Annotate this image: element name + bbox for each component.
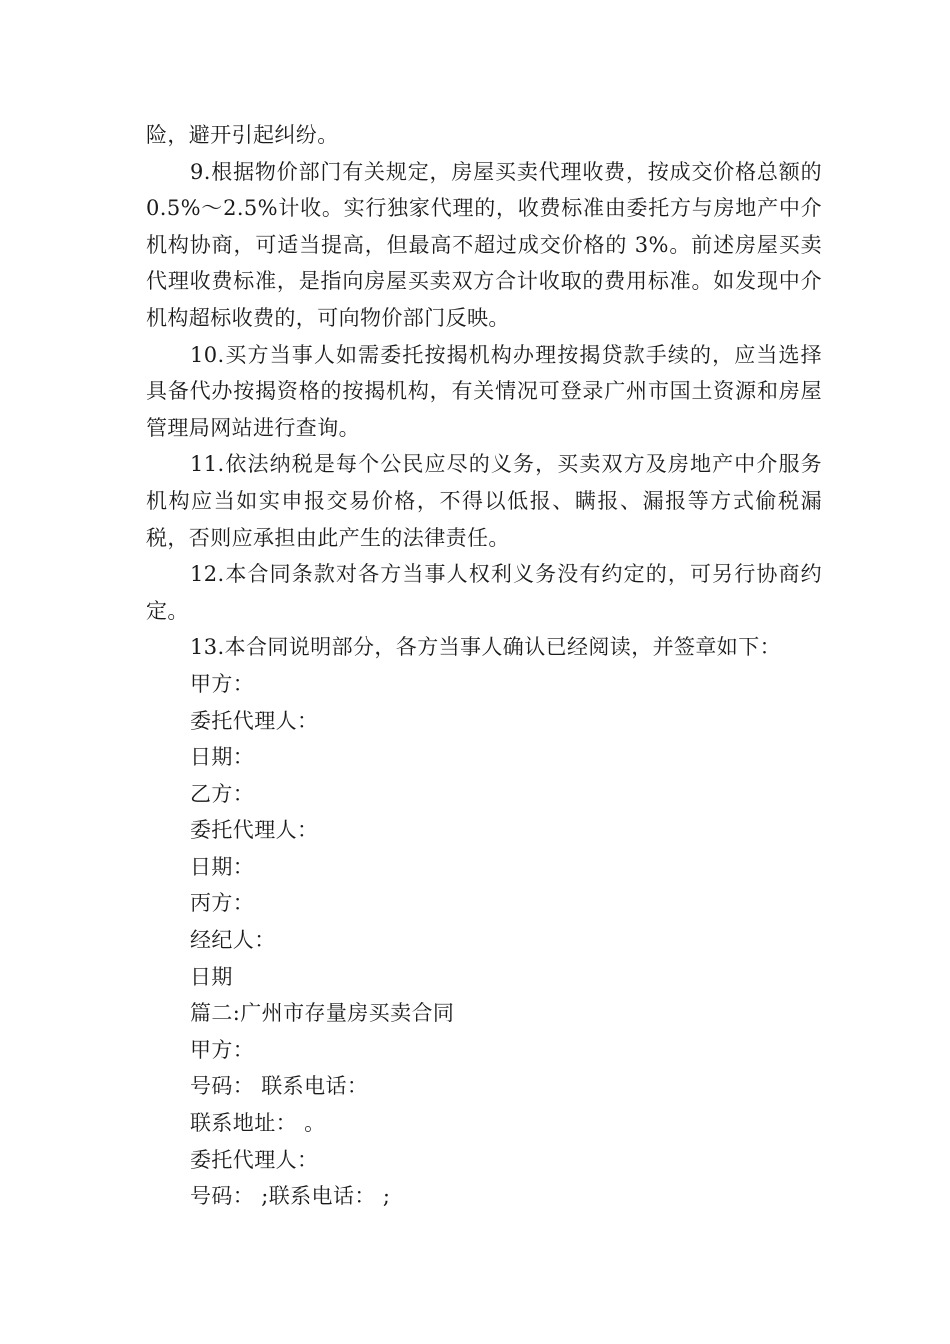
paragraph-clause-9: 9.根据物价部门有关规定，房屋买卖代理收费，按成交价格总额的 0.5%～2.5%计收。实行独家代理的，收费标准由委托方与房地产中介机构协商，可适当提高，但最高不超过成交价格的 3%。前述房屋买卖代理收费标准，是指向房屋买卖双方合计收取的费用标准。如发现中介机构超标收费的，可向物价部门反映。 — [146, 159, 822, 330]
address-line: 联系地址： 。 — [190, 1111, 326, 1136]
paragraph-clause-10: 10.买方当事人如需委托按揭机构办理按揭贷款手续的，应当选择具备代办按揭资格的按揭机构，有关情况可登录广州市国土资源和房屋管理局网站进行查询。 — [146, 342, 822, 440]
agent-id-phone-line: 号码： ;联系电话： ; — [190, 1184, 391, 1209]
broker-label: 经纪人： — [190, 928, 276, 953]
paragraph-clause-12: 12.本合同条款对各方当事人权利义务没有约定的，可另行协商约定。 — [146, 562, 822, 623]
document-body — [146, 117, 822, 1215]
party-a-agent-label: 委托代理人： — [190, 708, 319, 733]
paragraph-continuation: 险，避开引起纠纷。 — [146, 123, 339, 147]
paragraph-clause-13: 13.本合同说明部分，各方当事人确认已经阅读，并签章如下： — [190, 635, 781, 660]
paragraph-clause-11: 11.依法纳税是每个公民应尽的义务，买卖双方及房地产中介服务机构应当如实申报交易价格，不得以低报、瞒报、漏报等方式偷税漏税，否则应承担由此产生的法律责任。 — [146, 452, 822, 550]
contract-party-a-label: 甲方： — [190, 1037, 255, 1062]
party-b-date-label: 日期： — [190, 854, 255, 879]
party-b-label: 乙方： — [190, 781, 255, 806]
section-heading: 篇二:广州市存量房买卖合同 — [190, 1001, 455, 1026]
party-c-label: 丙方： — [190, 891, 255, 916]
party-c-date-label: 日期 — [190, 964, 233, 989]
id-phone-line: 号码： 联系电话： — [190, 1074, 369, 1099]
party-b-agent-label: 委托代理人： — [190, 818, 319, 843]
contract-agent-label: 委托代理人： — [190, 1147, 319, 1172]
party-a-label: 甲方： — [190, 671, 255, 696]
party-a-date-label: 日期： — [190, 745, 255, 770]
